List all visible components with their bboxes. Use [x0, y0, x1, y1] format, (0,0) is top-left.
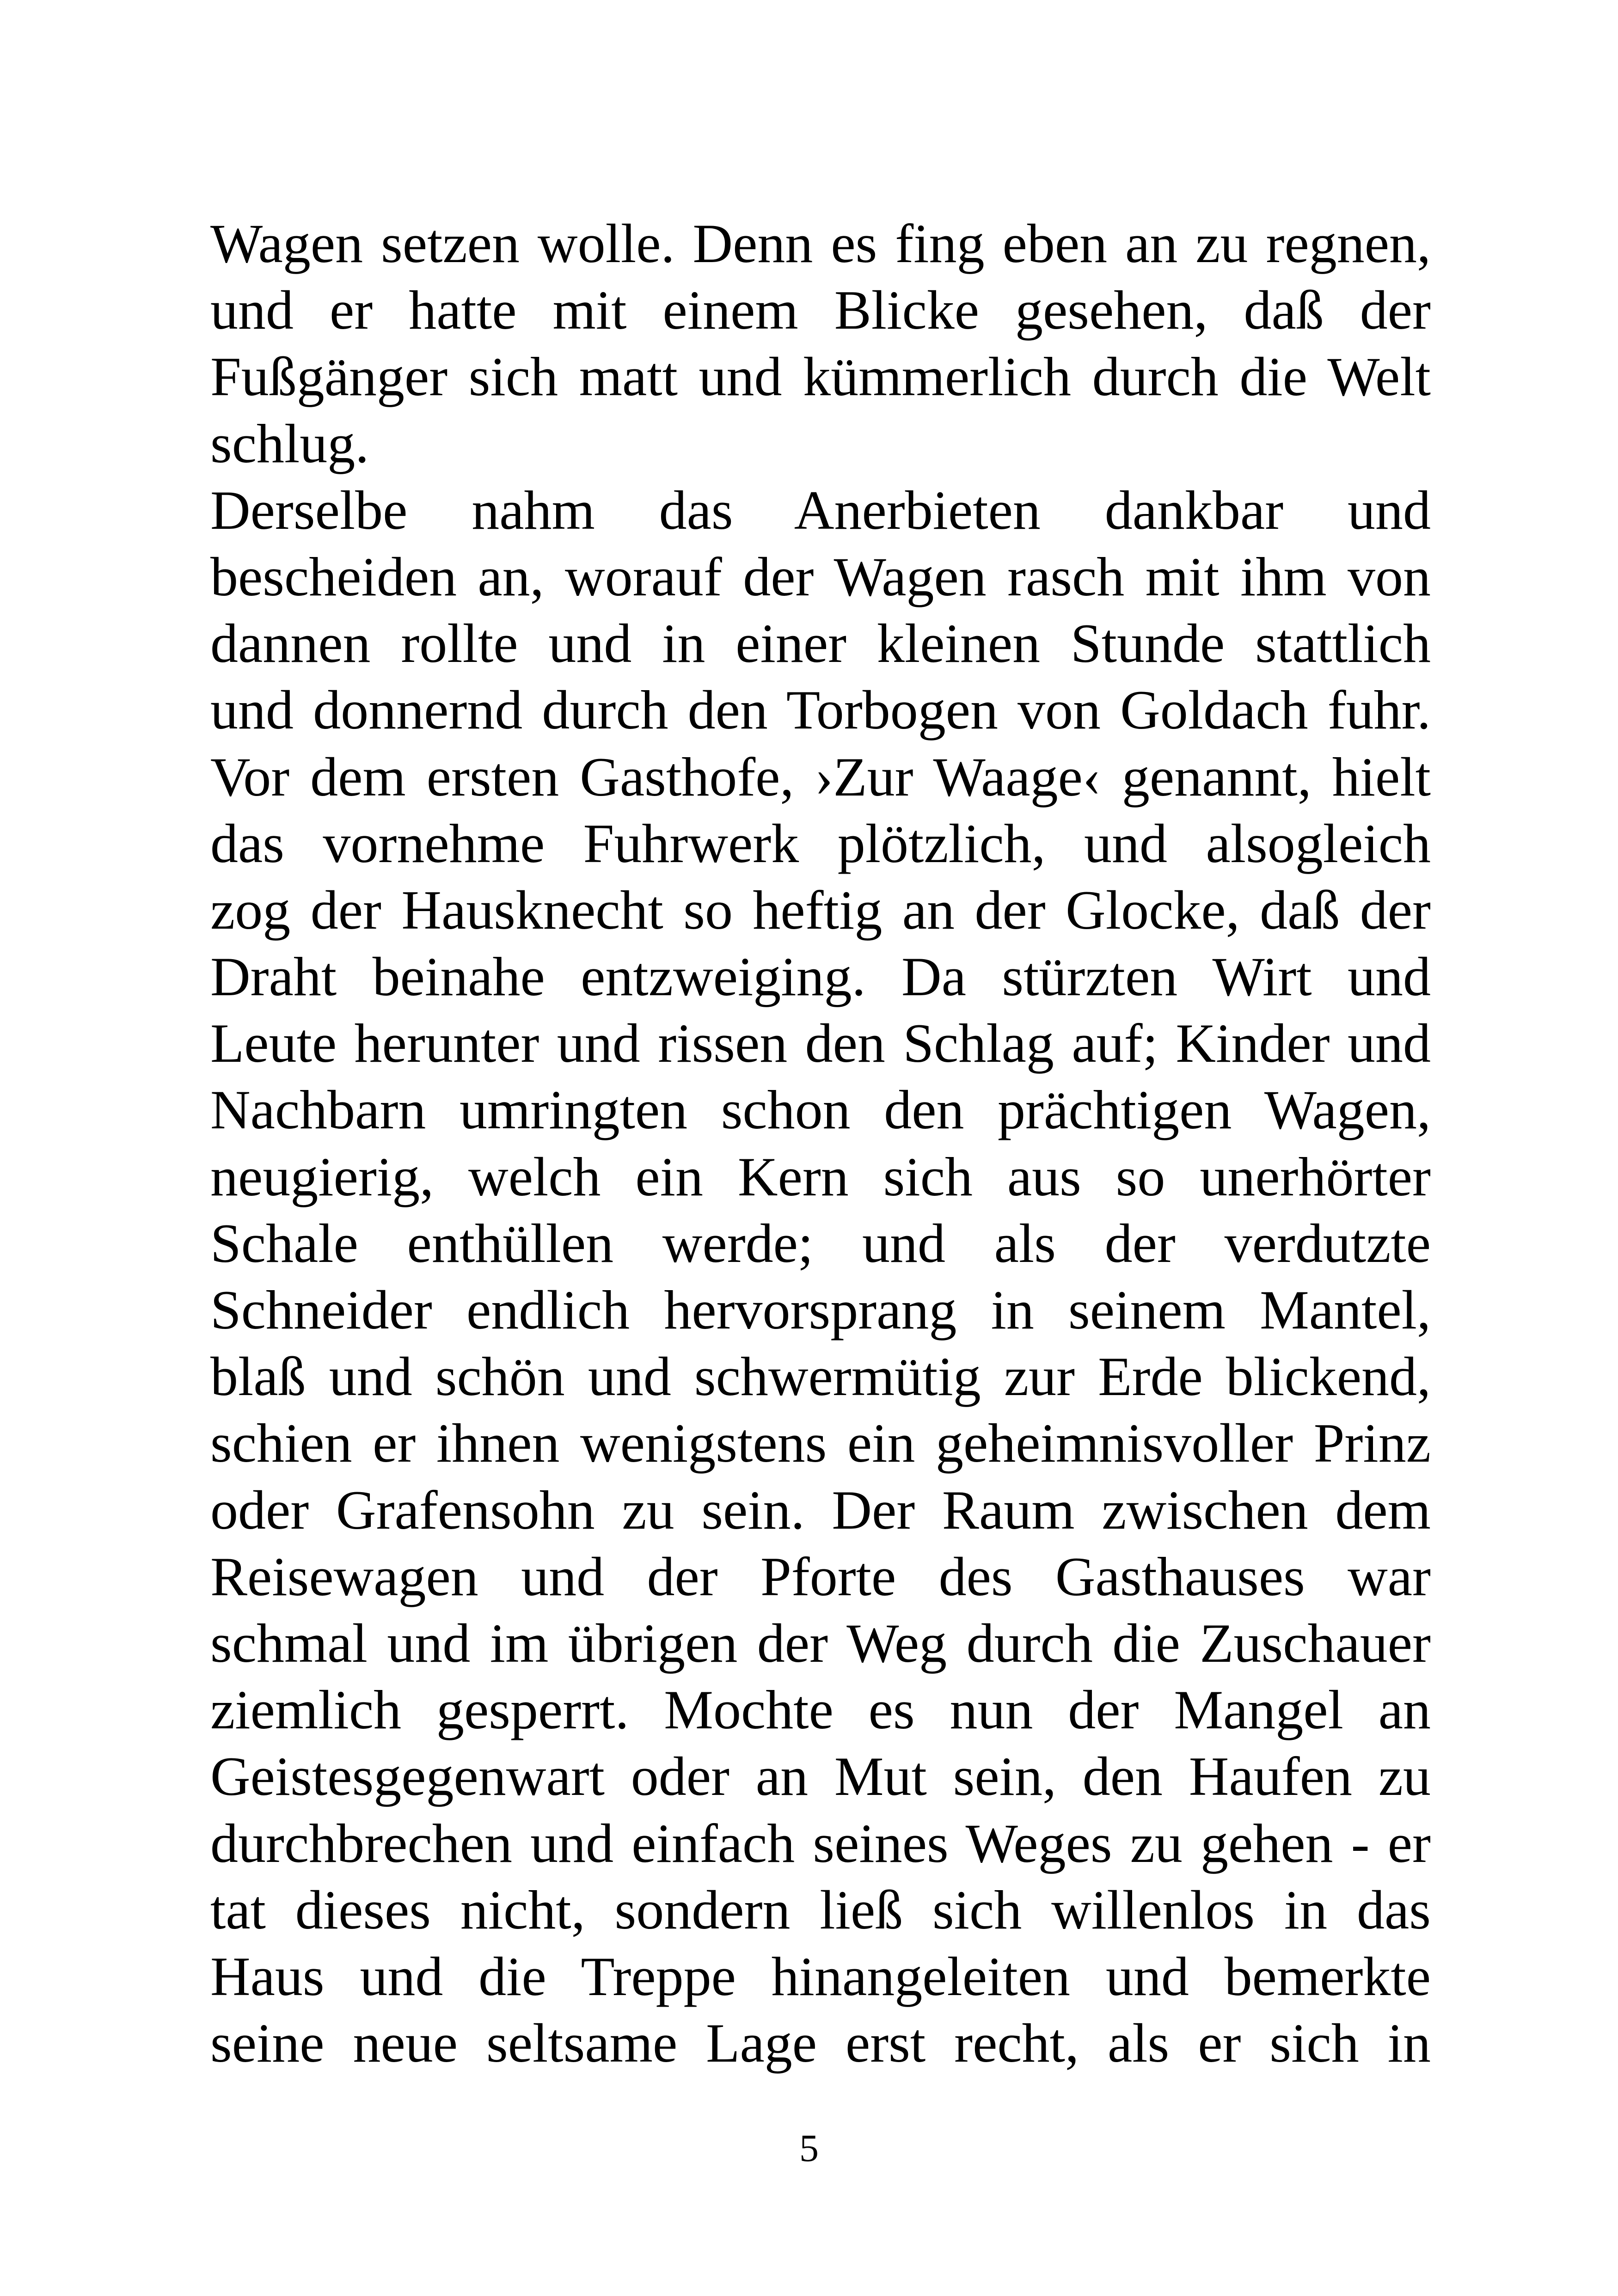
text-line: Geistesgegenwart oder an Mut sein, den Haufen zu	[210, 1745, 1431, 1807]
text-line: Reisewagen und der Pforte des Gasthauses war	[210, 1545, 1431, 1607]
text-line: Schneider endlich hervorsprang in seinem Mantel,	[210, 1279, 1431, 1341]
text-line: Schale enthüllen werde; und als der verdutzte	[210, 1212, 1431, 1274]
text-line: schmal und im übrigen der Weg durch die Zuschauer	[210, 1612, 1431, 1674]
text-line: Nachbarn umringten schon den prächtigen Wagen,	[210, 1079, 1431, 1141]
text-line: Wagen setzen wolle. Denn es fing eben an zu regnen,	[210, 213, 1431, 274]
text-line: Leute herunter und rissen den Schlag auf; Kinder und	[210, 1012, 1431, 1074]
text-line: blaß und schön und schwermütig zur Erde blickend,	[210, 1346, 1431, 1408]
text-line: Draht beinahe entzweiging. Da stürzten Wirt und	[210, 946, 1431, 1008]
text-line: Haus und die Treppe hinangeleiten und bemerkte	[210, 1945, 1431, 2007]
text-line: dannen rollte und in einer kleinen Stunde stattlich	[210, 612, 1431, 674]
text-line: das vornehme Fuhrwerk plötzlich, und alsogleich	[210, 812, 1431, 874]
text-line: ziemlich gesperrt. Mochte es nun der Mangel an	[210, 1679, 1431, 1741]
text-line: Vor dem ersten Gasthofe, ›Zur Waage‹ genannt, hielt	[210, 746, 1431, 808]
text-line: und er hatte mit einem Blicke gesehen, daß der	[210, 279, 1431, 341]
text-line: schien er ihnen wenigstens ein geheimnisvoller Prinz	[210, 1412, 1431, 1474]
text-line: seine neue seltsame Lage erst recht, als er sich in	[210, 2012, 1431, 2074]
text-line: neugierig, welch ein Kern sich aus so unerhörter	[210, 1145, 1431, 1207]
text-line: tat dieses nicht, sondern ließ sich willenlos in das	[210, 1879, 1431, 1941]
page-number: 5	[799, 2127, 819, 2170]
text-line: bescheiden an, worauf der Wagen rasch mit ihm von	[210, 545, 1431, 607]
text-line: schlug.	[210, 412, 369, 474]
body-text	[210, 210, 1431, 2210]
text-line: durchbrechen und einfach seines Weges zu gehen - er	[210, 1812, 1431, 1874]
text-line: oder Grafensohn zu sein. Der Raum zwischen dem	[210, 1479, 1431, 1541]
text-line: Derselbe nahm das Anerbieten dankbar und	[210, 479, 1431, 541]
text-line: Fußgänger sich matt und kümmerlich durch die Welt	[210, 346, 1431, 408]
text-line: und donnernd durch den Torbogen von Goldach fuhr.	[210, 679, 1431, 741]
text-line: zog der Hausknecht so heftig an der Glocke, daß der	[210, 879, 1431, 941]
